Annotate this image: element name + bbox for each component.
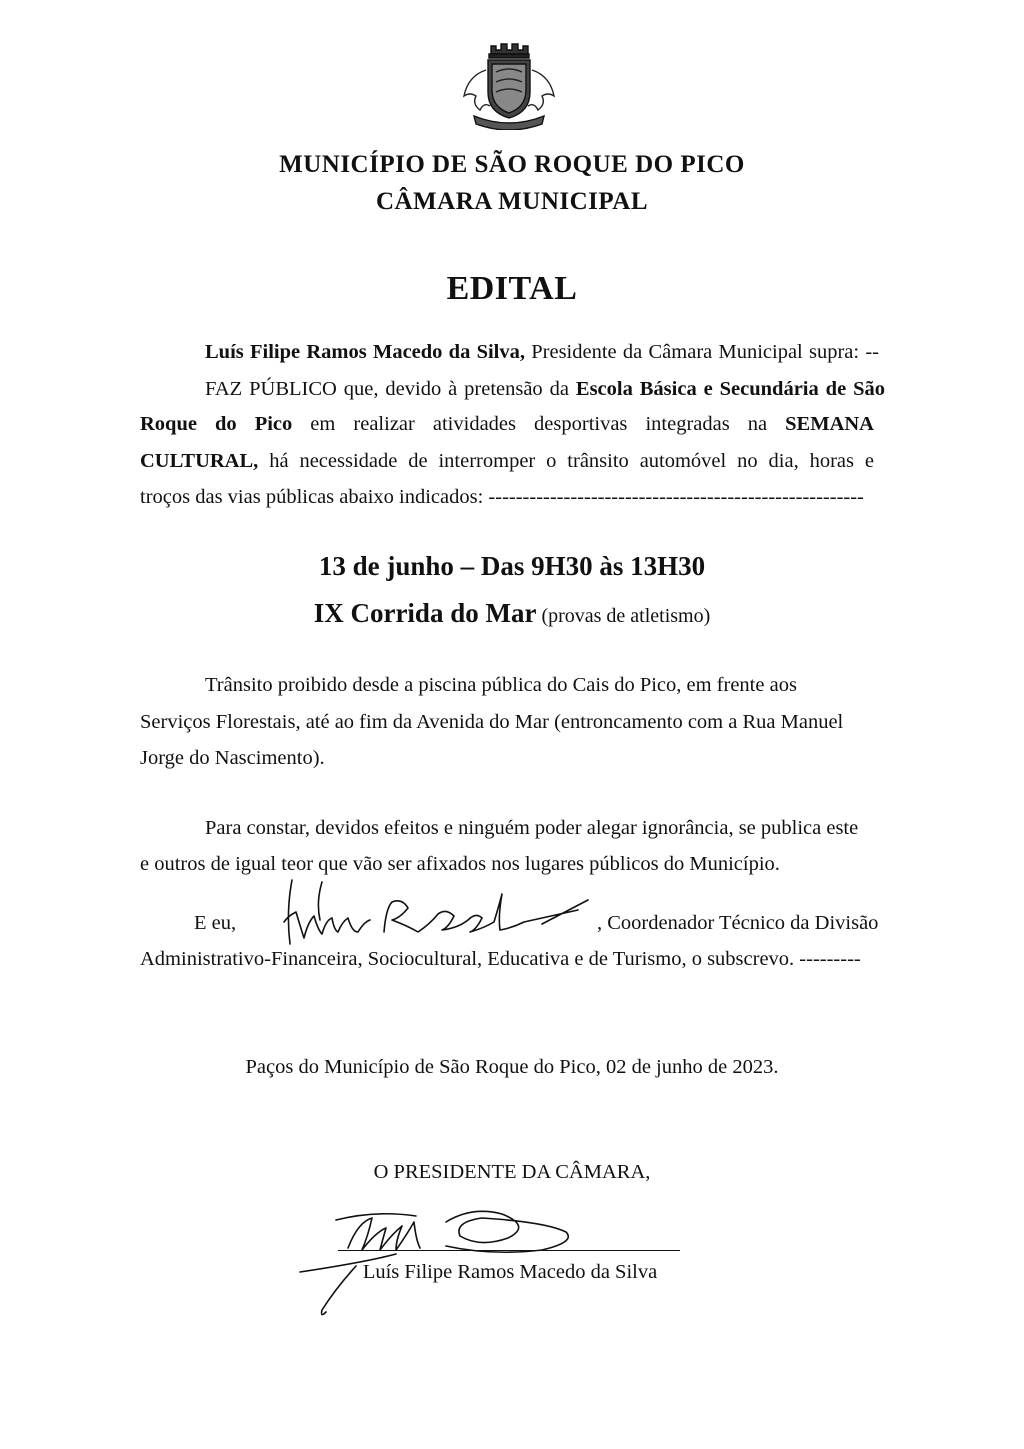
signature-line [338,1250,680,1251]
traffic-line-2: Serviços Florestais, até ao fim da Avenida do Mar (entroncamento com a Rua Manuel [140,711,844,733]
municipal-coat-of-arms-icon [446,40,572,130]
intro-text: FAZ PÚBLICO que, devido à pretensão da [205,378,576,400]
notice-line-1: Para constar, devidos efeitos e ninguém poder alegar ignorância, se publica este [205,817,859,839]
president-role: Presidente da Câmara Municipal supra: -- [525,341,880,363]
intro-line-2 [205,371,885,407]
cultural-label: CULTURAL, [140,450,259,472]
president-name: Luís Filipe Ramos Macedo da Silva, [205,341,525,363]
school-name: Escola Básica e Secundária de São [575,378,885,400]
intro-text: há necessidade de interromper o trânsito automóvel no dia, horas e [258,450,874,472]
traffic-line-1: Trânsito proibido desde a piscina pública do Cais do Pico, em frente aos [205,674,797,696]
traffic-line-3: Jorge do Nascimento). [140,747,325,769]
event-name: IX Corrida do Mar [313,598,537,628]
event-name-line [0,598,1024,629]
document-title: EDITAL [446,270,578,307]
coordinator-division: Administrativo-Financeira, Sociocultural, Educativa e de Turismo, o subscrevo. --------- [140,948,861,970]
notice-line-2: e outros de igual teor que vão ser afixados nos lugares públicos do Município. [140,853,780,875]
coordinator-role: , Coordenador Técnico da Divisão [597,912,879,934]
intro-text: em realizar atividades desportivas integradas na [292,413,786,435]
semana-label: SEMANA [785,413,874,435]
subscription-prefix: E eu, [194,912,237,934]
event-date: 13 de junho – Das 9H30 às 13H30 [318,551,706,581]
intro-line-1 [205,334,879,370]
municipality-heading: MUNICÍPIO DE SÃO ROQUE DO PICO [279,151,745,178]
intro-line-5: troços das vias públicas abaixo indicados: ------------------------------------------------------- [140,486,864,508]
place-and-date: Paços do Município de São Roque do Pico, 02 de junho de 2023. [245,1056,779,1078]
event-note: (provas de atletismo) [536,605,711,627]
president-name-signature: Luís Filipe Ramos Macedo da Silva [362,1261,658,1283]
intro-line-3 [140,406,874,442]
school-name-cont: Roque do Pico [140,413,293,435]
council-heading: CÂMARA MUNICIPAL [375,188,649,215]
intro-line-4 [140,443,874,479]
president-title: O PRESIDENTE DA CÂMARA, [373,1161,651,1183]
